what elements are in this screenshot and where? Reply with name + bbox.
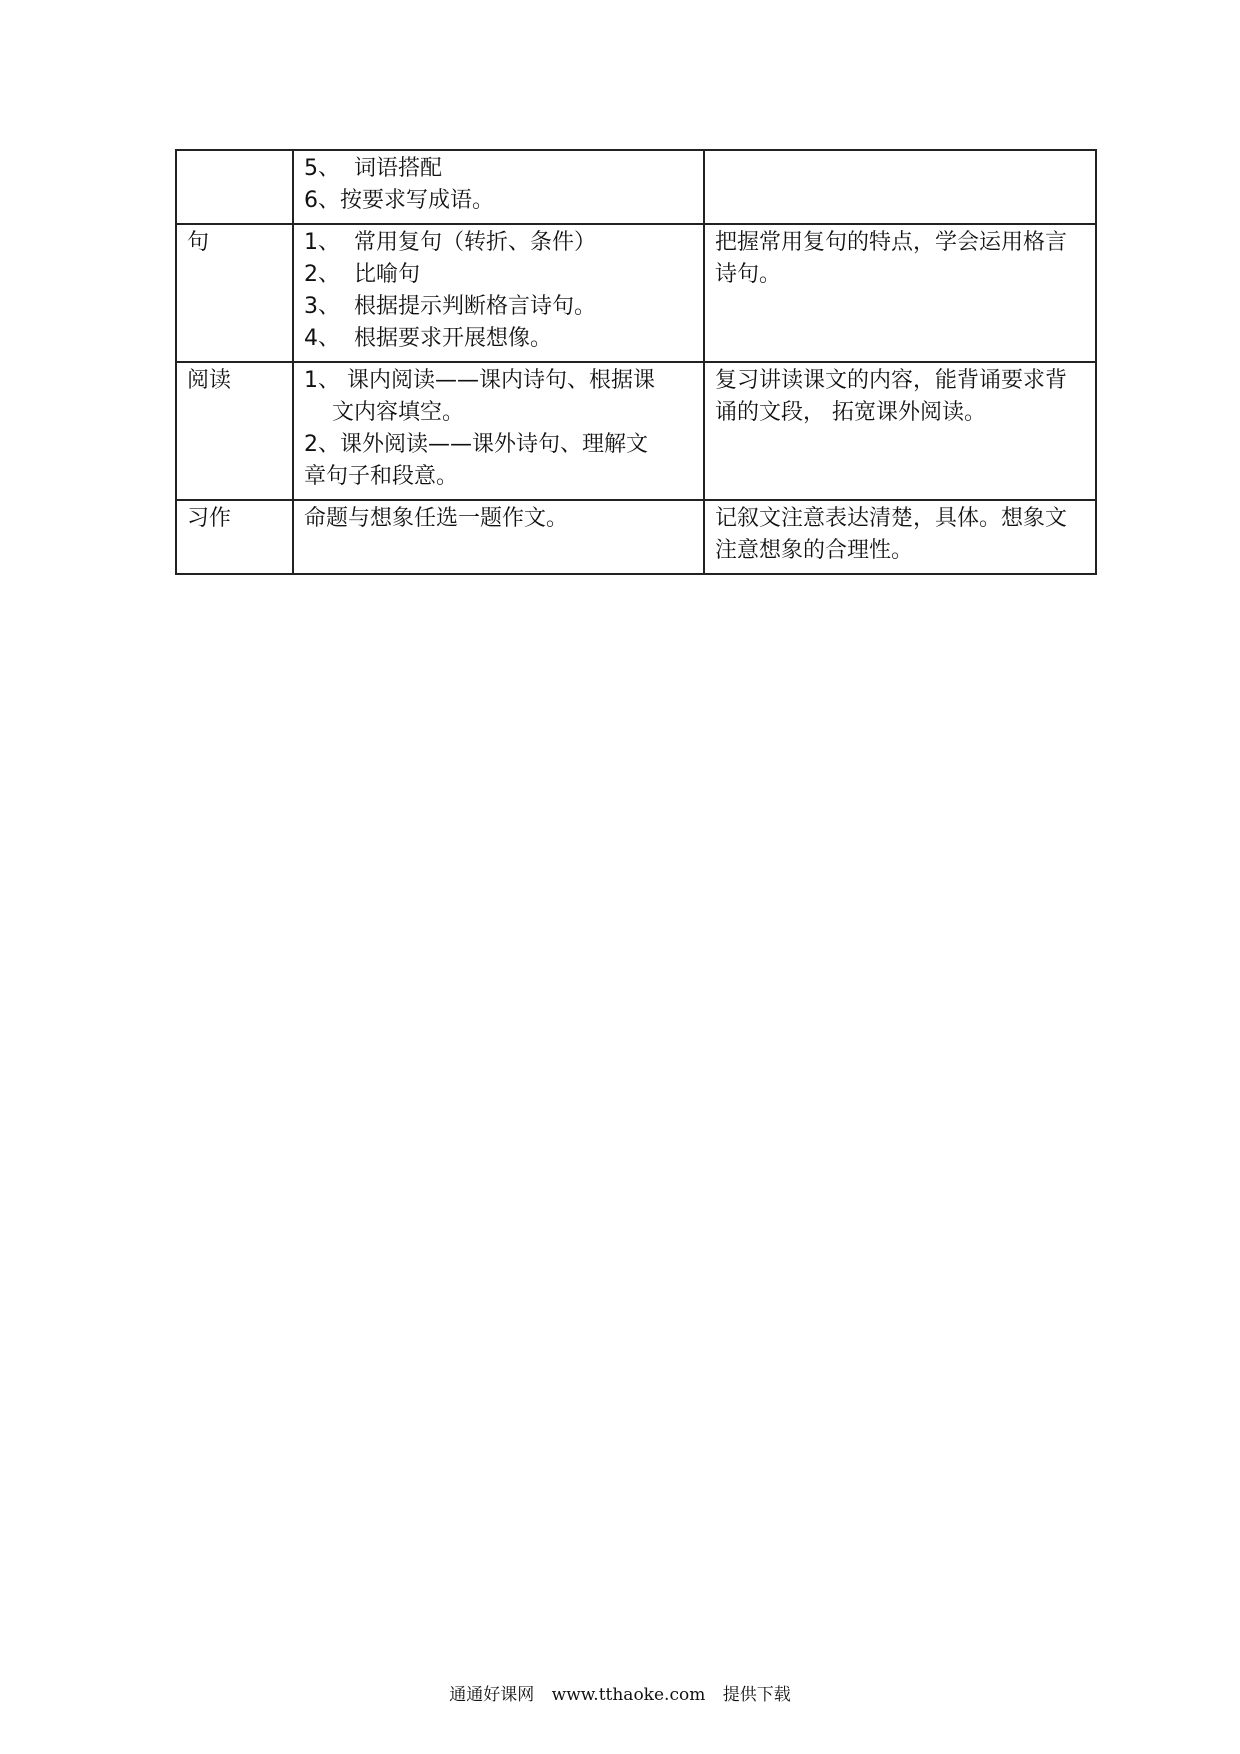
category-cell: 阅读 <box>176 362 293 500</box>
table-row <box>176 362 1096 500</box>
content-line: 2、 比喻句 <box>304 262 420 287</box>
content-line: 5、 词语搭配 <box>304 156 442 181</box>
table-row <box>176 224 1096 362</box>
content-line: 4、 根据要求开展想像。 <box>304 326 552 351</box>
content-cell <box>293 224 704 362</box>
footer-url[interactable]: www.tthaoke.com <box>551 1685 706 1705</box>
footer-suffix: 提供下载 <box>722 1685 791 1705</box>
requirement-cell: 记叙文注意表达清楚，具体。想象文注意想象的合理性。 <box>704 500 1096 574</box>
content-line: 命题与想象任选一题作文。 <box>304 506 569 531</box>
content-line: 文内容填空。 <box>304 400 464 425</box>
content-line: 1、 常用复句（转折、条件） <box>304 230 596 255</box>
content-line: 章句子和段意。 <box>304 464 459 489</box>
content-cell <box>293 362 704 500</box>
requirement-cell: 把握常用复句的特点，学会运用格言诗句。 <box>704 224 1096 362</box>
footer-site-name: 通通好课网 <box>449 1685 535 1705</box>
requirement-cell <box>704 150 1096 224</box>
category-cell <box>176 150 293 224</box>
content-line: 6、按要求写成语。 <box>304 188 494 213</box>
content-line: 3、 根据提示判断格言诗句。 <box>304 294 596 319</box>
page-footer <box>0 1680 1240 1705</box>
requirement-cell: 复习讲读课文的内容，能背诵要求背诵的文段， 拓宽课外阅读。 <box>704 362 1096 500</box>
content-cell <box>293 150 704 224</box>
table-row <box>176 150 1096 224</box>
table-row <box>176 500 1096 574</box>
content-cell <box>293 500 704 574</box>
content-line: 2、课外阅读——课外诗句、理解文 <box>304 432 648 457</box>
content-line: 1、 课内阅读——课内诗句、根据课 <box>304 368 655 393</box>
category-cell: 句 <box>176 224 293 362</box>
review-table <box>175 149 1097 575</box>
category-cell: 习作 <box>176 500 293 574</box>
